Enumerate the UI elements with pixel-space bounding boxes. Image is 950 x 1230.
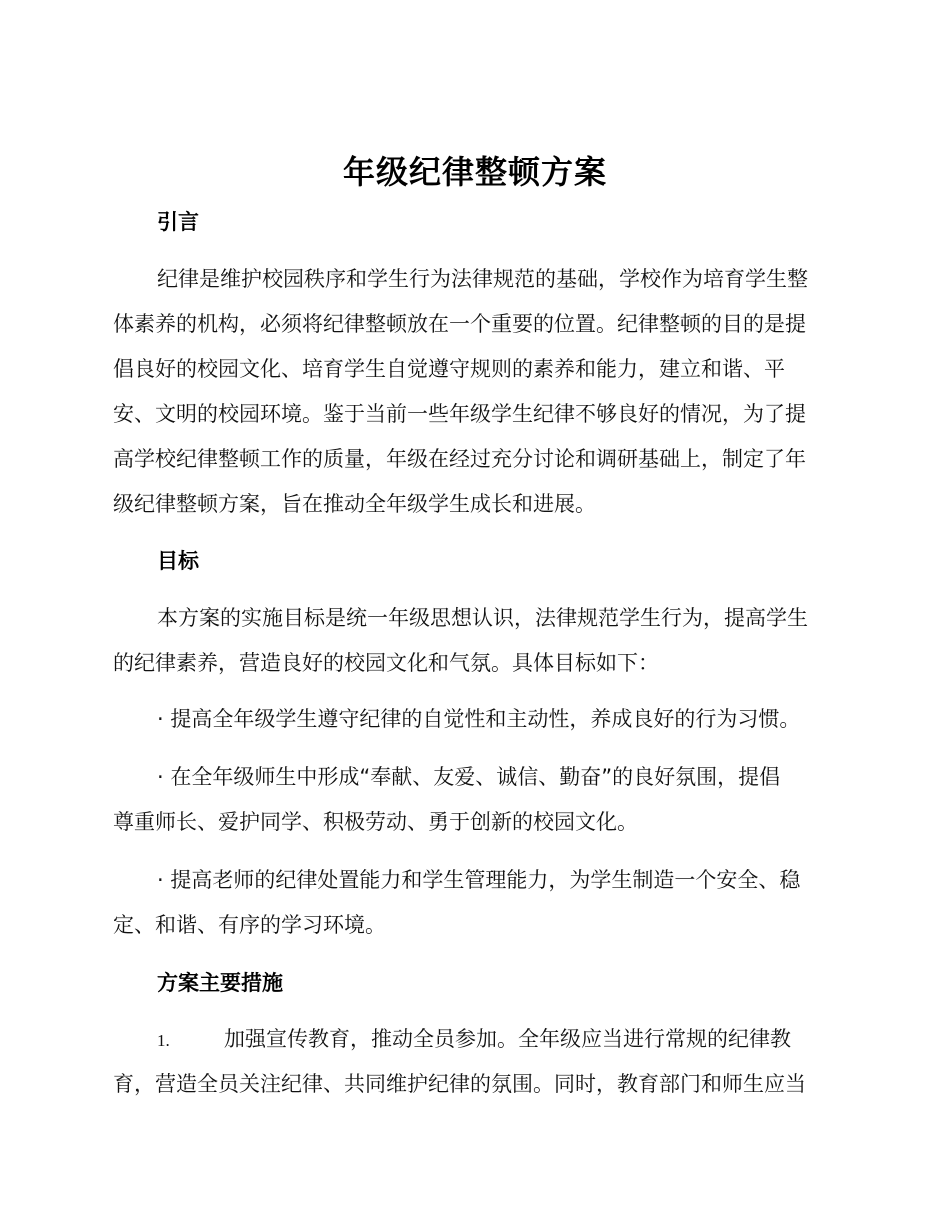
paragraph-line: 育，营造全员关注纪律、共同维护纪律的氛围。同时，教育部门和师生应当 [113, 1072, 806, 1096]
measure-item-1 [113, 1017, 833, 1107]
paragraph-line: 安、文明的校园环境。鉴于当前一些年级学生纪律不够良好的情况，为了提 [113, 402, 806, 426]
section-heading-intro: 引言 [157, 210, 199, 234]
paragraph-line: 倡良好的校园文化、培育学生自觉遵守规则的素养和能力，建立和谐、平 [113, 357, 785, 381]
numbered-line [113, 1017, 833, 1062]
section-heading-goals: 目标 [157, 549, 199, 573]
goals-intro-paragraph [113, 596, 833, 686]
bullet-line: · 提高老师的纪律处置能力和学生管理能力，为学生制造一个安全、稳 [157, 868, 801, 892]
goal-bullet-2 [113, 755, 833, 845]
document-title: 年级纪律整顿方案 [342, 153, 607, 191]
paragraph-line: 体素养的机构，必须将纪律整顿放在一个重要的位置。纪律整顿的目的是提 [113, 312, 806, 336]
paragraph-line: 级纪律整顿方案，旨在推动全年级学生成长和进展。 [113, 492, 596, 516]
item-number: 1. [157, 1031, 170, 1050]
section-heading-measures: 方案主要措施 [157, 971, 283, 995]
item-text: 加强宣传教育，推动全员参加。全年级应当进行常规的纪律教 [224, 1027, 791, 1051]
paragraph-line: 纪律是维护校园秩序和学生行为法律规范的基础，学校作为培育学生整 [157, 267, 808, 291]
intro-paragraph [113, 257, 833, 527]
paragraph-line: 本方案的实施目标是统一年级思想认识，法律规范学生行为，提高学生 [157, 606, 808, 630]
bullet-line: · 在全年级师生中形成“奉献、友爱、诚信、勤奋”的良好氛围，提倡 [157, 765, 781, 789]
goal-bullet-1 [113, 697, 833, 742]
goal-bullet-3 [113, 858, 833, 948]
paragraph-line: 高学校纪律整顿工作的质量，年级在经过充分讨论和调研基础上，制定了年 [113, 447, 806, 471]
bullet-line: · 提高全年级学生遵守纪律的自觉性和主动性，养成良好的行为习惯。 [157, 707, 801, 731]
bullet-line: 尊重师长、爱护同学、积极劳动、勇于创新的校园文化。 [113, 810, 638, 834]
paragraph-line: 的纪律素养，营造良好的校园文化和气氛。具体目标如下： [113, 651, 659, 675]
bullet-line: 定、和谐、有序的学习环境。 [113, 913, 386, 937]
